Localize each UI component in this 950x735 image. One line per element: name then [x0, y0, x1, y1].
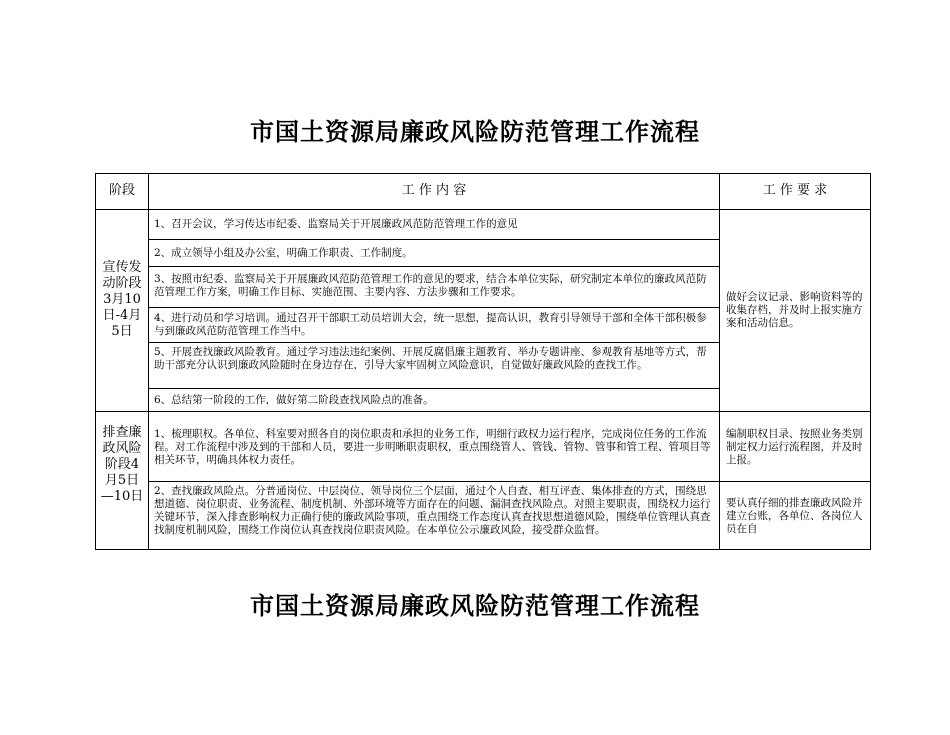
- stage-1-item-1: 1、召开会议，学习传达市纪委、监察局关于开展廉政风范防范管理工作的意见: [154, 218, 518, 230]
- stage-1-item-4: 4、进行动员和学习培训。通过召开干部职工动员培训大会，统一思想，提高认识，教育引导领导干部和全体干部积极参与到廉政风范防范管理工作当中。: [154, 312, 707, 337]
- header-stage: 阶段: [108, 183, 135, 198]
- stage-2-label: 排查廉政风险阶段4月5日—10日: [100, 425, 144, 504]
- stage-1-label: 宣传发动阶段3月10日-4月5日: [102, 260, 142, 339]
- stage-1-item-3: 3、按照市纪委、监察局关于开展廉政风范防范管理工作的意见的要求，结合本单位实际，研究制定本单位的廉政风范防范管理工作方案，明确工作目标、实施范围、主要内容、方法步骤和工作要求。: [154, 273, 707, 298]
- stage-2-item-1: 1、梳理职权。各单位、科室要对照各自的岗位职责和承担的业务工作，明细行政权力运行程序，完成岗位任务的工作流程。对工作流程中涉及到的干部和人员，要进一步明晰职责职权，重点围绕管人、管钱、管物、管事和管工程、管项目等相关环节，明确具体权力责任。: [154, 428, 711, 466]
- header-content: 工 作 内 容: [401, 183, 467, 198]
- stage-1-item-5: 5、开展查找廉政风险教育。通过学习违法违纪案例、开展反腐倡廉主题教育、举办专题讲座、参观教育基地等方式，帮助干部充分认识到廉政风险随时在身边存在，引导大家牢固树立风险意识，自觉做好廉政风险的查找工作。: [154, 346, 707, 371]
- stage-2-item-2-requirement: 要认真仔细的排查廉政风险并建立台账，各单位、各岗位人员在自: [726, 497, 863, 535]
- stage-1-item-6: 6、总结第一阶段的工作，做好第二阶段查找风险点的准备。: [154, 394, 434, 406]
- workflow-table: [95, 173, 871, 550]
- stage-2-item-2: 2、查找廉政风险点。分普通岗位、中层岗位、领导岗位三个层面，通过个人自查、相互评查、集体排查的方式，围绕思想道德、岗位职责、业务流程、制度机制、外部环境等方面存在的问题、漏洞查找风险点。对照主要职责，围绕权力运行关键环节，深入排查影响权力正确行使的廉政风险事项，重点围绕工作态度认真查找思想道德风险，围绕单位管理认真查找制度机制风险，围绕工作岗位认真查找岗位职责风险。在本单位公示廉政风险，接受群众监督。: [154, 485, 711, 536]
- stage-1-requirement: 做好会议记录、影响资料等的收集存档，并及时上报实施方案和活动信息。: [726, 291, 863, 329]
- page-title-repeat: 市国土资源局廉政风险防范管理工作流程: [250, 592, 700, 620]
- stage-1-item-2: 2、成立领导小组及办公室，明确工作职责、工作制度。: [154, 247, 413, 259]
- page-title: 市国土资源局廉政风险防范管理工作流程: [250, 118, 700, 146]
- stage-2-item-1-requirement: 编制职权目录、按照业务类别制定权力运行流程图，并及时上报。: [726, 428, 863, 466]
- header-requirement: 工 作 要 求: [762, 183, 828, 198]
